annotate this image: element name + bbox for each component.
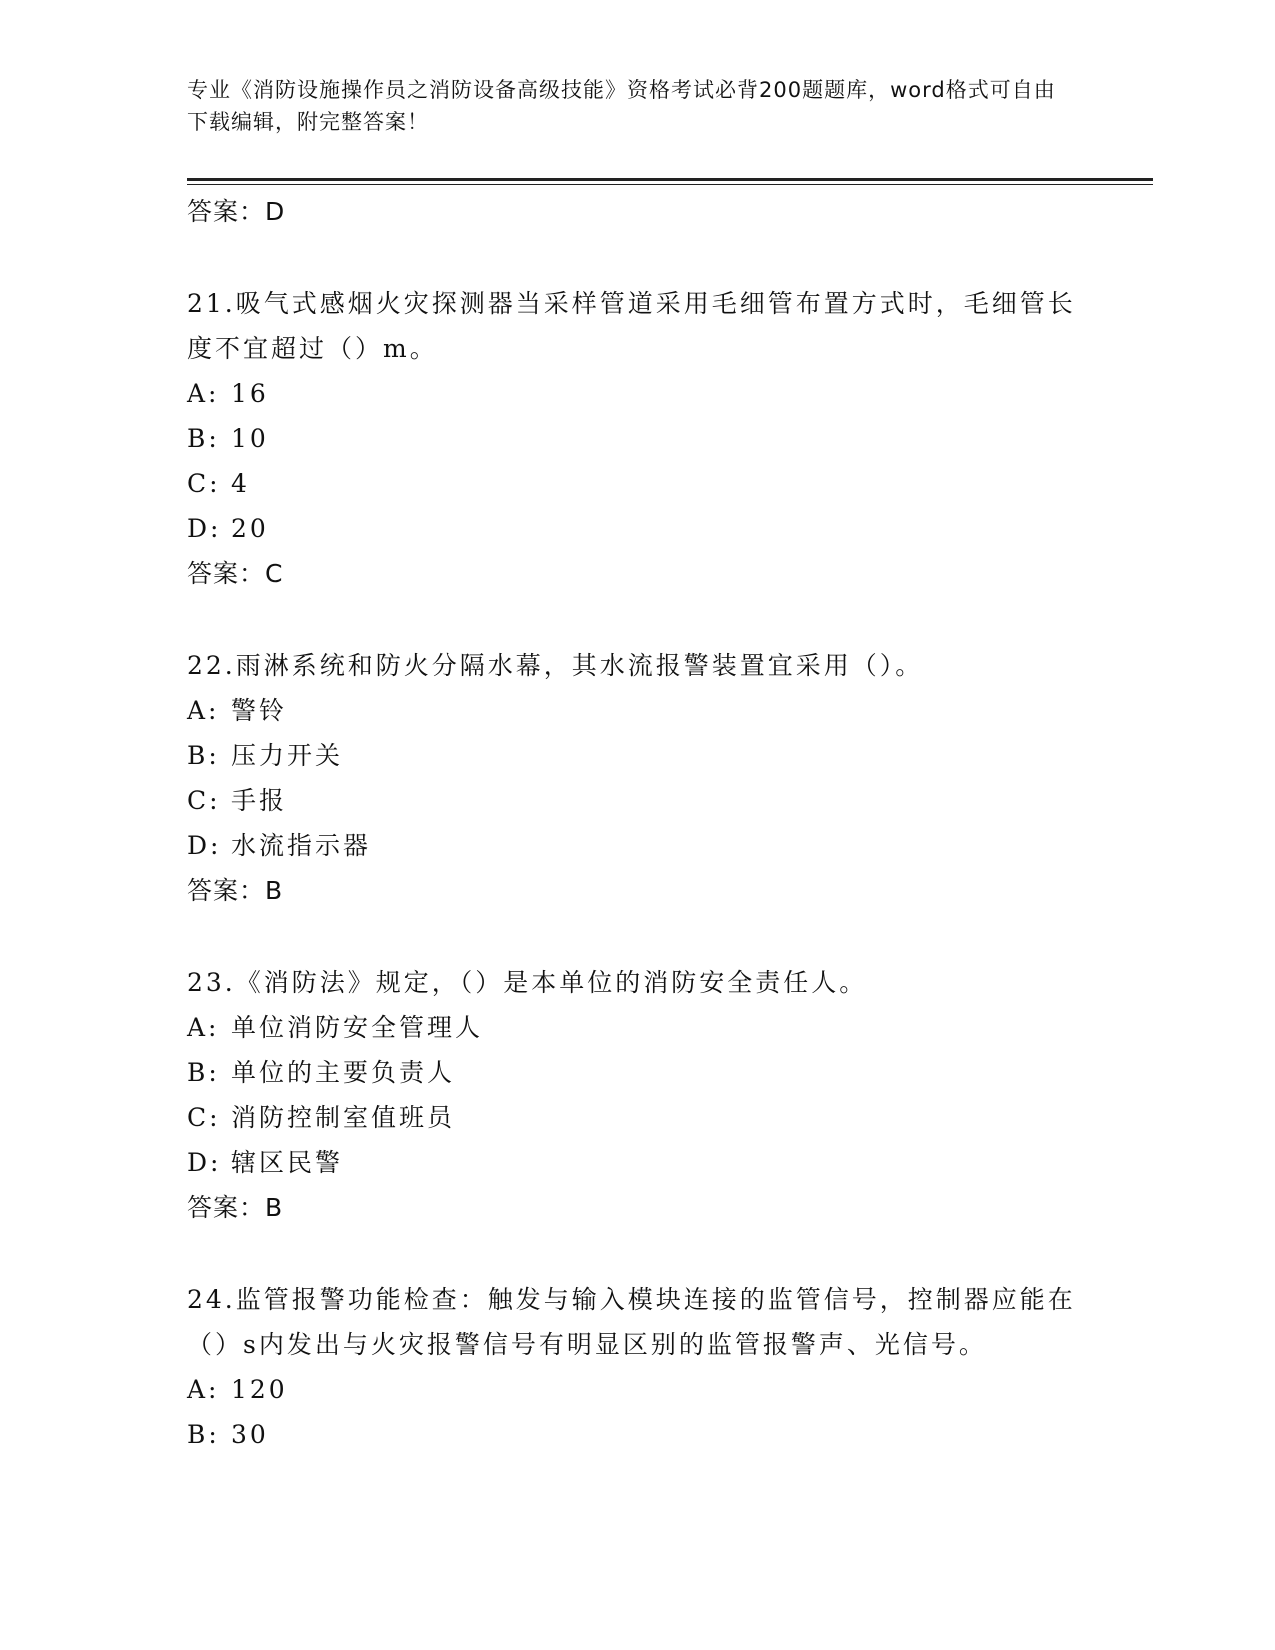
question-text: 23.《消防法》规定，（）是本单位的消防安全责任人。 bbox=[187, 968, 868, 997]
answer-prefix: 答案： bbox=[187, 876, 266, 905]
question-text: 21.吸气式感烟火灾探测器当采样管道采用毛细管布置方式时，毛细管长度不宜超过（）m。 bbox=[187, 289, 1076, 363]
option-label: D: bbox=[187, 514, 222, 543]
option-line bbox=[187, 1095, 1087, 1140]
option-line bbox=[187, 778, 1087, 823]
option-line bbox=[187, 506, 1087, 551]
document-intro: 专业《消防设施操作员之消防设备高级技能》资格考试必背200题题库，word格式可自由下载编辑，附完整答案！ bbox=[187, 78, 1056, 134]
option-text: 120 bbox=[231, 1375, 288, 1404]
answer-line bbox=[187, 189, 1087, 234]
option-text: 4 bbox=[231, 469, 250, 498]
question-list bbox=[187, 189, 1087, 1457]
option-text: 10 bbox=[231, 424, 269, 453]
option-text: 消防控制室值班员 bbox=[231, 1103, 456, 1132]
option-line bbox=[187, 461, 1087, 506]
answer-value: B bbox=[265, 1193, 284, 1222]
answer-line bbox=[187, 868, 1087, 913]
option-text: 辖区民警 bbox=[231, 1148, 344, 1177]
question-text: 24.监管报警功能检查：触发与输入模块连接的监管信号，控制器应能在（）s内发出与火灾报警信号有明显区别的监管报警声、光信号。 bbox=[187, 1285, 1076, 1359]
option-label: B: bbox=[187, 1058, 220, 1087]
option-line bbox=[187, 416, 1087, 461]
option-text: 单位的主要负责人 bbox=[231, 1058, 456, 1087]
answer-prefix: 答案： bbox=[187, 197, 266, 226]
option-label: C: bbox=[187, 786, 221, 815]
answer-prefix: 答案： bbox=[187, 559, 266, 588]
option-text: 单位消防安全管理人 bbox=[231, 1013, 484, 1042]
option-label: B: bbox=[187, 424, 220, 453]
header-divider bbox=[187, 178, 1153, 181]
option-text: 警铃 bbox=[231, 696, 288, 725]
question-text: 22.雨淋系统和防火分隔水幕，其水流报警装置宜采用（）。 bbox=[187, 651, 924, 680]
option-line bbox=[187, 688, 1087, 733]
option-line bbox=[187, 1005, 1087, 1050]
answer-value: B bbox=[265, 876, 284, 905]
option-text: 压力开关 bbox=[231, 741, 344, 770]
option-text: 16 bbox=[231, 379, 269, 408]
answer-value: C bbox=[265, 559, 284, 588]
option-line bbox=[187, 733, 1087, 778]
answer-line bbox=[187, 1185, 1087, 1230]
answer-prefix: 答案： bbox=[187, 1193, 266, 1222]
option-line bbox=[187, 371, 1087, 416]
option-label: A: bbox=[187, 1375, 220, 1404]
option-label: D: bbox=[187, 831, 222, 860]
option-label: C: bbox=[187, 469, 221, 498]
answer-line bbox=[187, 551, 1087, 596]
option-text: 20 bbox=[231, 514, 269, 543]
option-text: 30 bbox=[231, 1420, 269, 1449]
option-label: A: bbox=[187, 379, 220, 408]
option-label: C: bbox=[187, 1103, 221, 1132]
option-line bbox=[187, 1412, 1087, 1457]
option-label: A: bbox=[187, 1013, 220, 1042]
option-line bbox=[187, 823, 1087, 868]
option-label: B: bbox=[187, 741, 220, 770]
option-text: 水流指示器 bbox=[231, 831, 372, 860]
option-line bbox=[187, 1367, 1087, 1412]
option-text: 手报 bbox=[231, 786, 288, 815]
option-label: D: bbox=[187, 1148, 222, 1177]
option-line bbox=[187, 1140, 1087, 1185]
option-line bbox=[187, 1050, 1087, 1095]
answer-value: D bbox=[265, 197, 286, 226]
header-divider-thin bbox=[187, 184, 1153, 185]
option-label: B: bbox=[187, 1420, 220, 1449]
option-label: A: bbox=[187, 696, 220, 725]
